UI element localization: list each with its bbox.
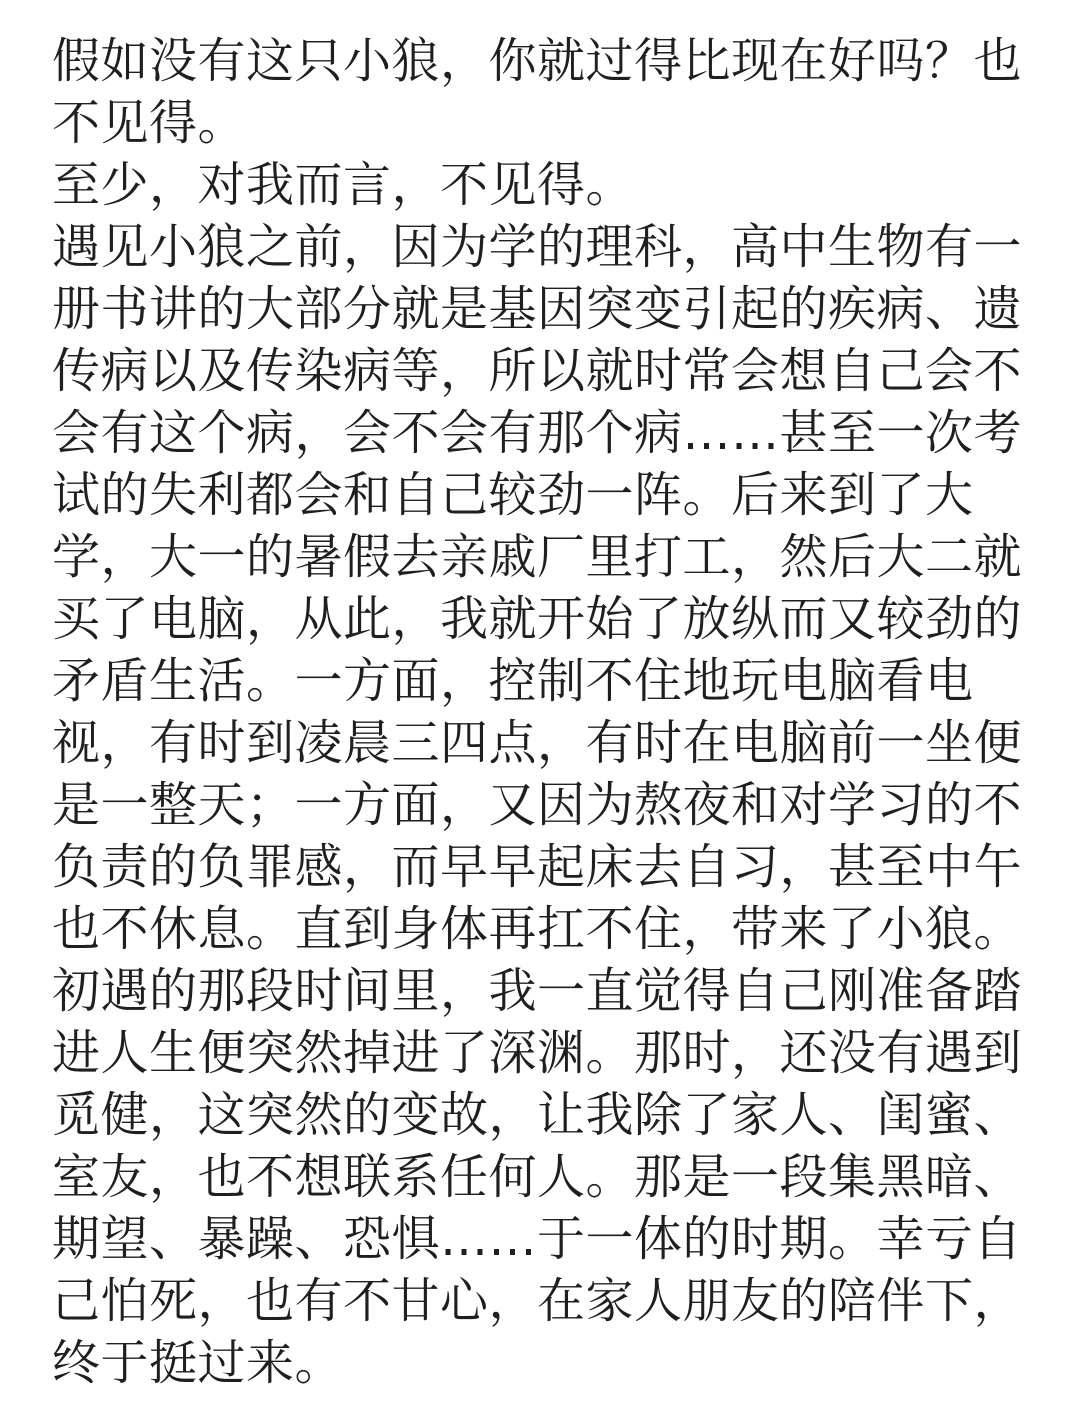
text-line: 至少，对我而言，不见得。: [52, 157, 635, 213]
text-line: 买了电脑，从此，我就开始了放纵而又较劲的: [52, 591, 1023, 647]
text-line: 是一整天；一方面，又因为熬夜和对学习的不: [52, 777, 1023, 833]
text-line: 室友，也不想联系任何人。那是一段集黑暗、: [52, 1149, 1023, 1205]
text-line: 假如没有这只小狼，你就过得比现在好吗？也: [52, 33, 1023, 89]
text-line: 会有这个病，会不会有那个病……甚至一次考: [52, 405, 1023, 461]
article-body: [52, 0, 1023, 1394]
text-line: 己怕死，也有不甘心，在家人朋友的陪伴下，: [52, 1273, 1023, 1329]
text-line: 也不休息。直到身体再扛不住，带来了小狼。: [52, 901, 1023, 957]
text-line: 进人生便突然掉进了深渊。那时，还没有遇到: [52, 1025, 1023, 1081]
text-line: 不见得。: [52, 95, 247, 151]
text-line: 传病以及传染病等，所以就时常会想自己会不: [52, 343, 1023, 399]
text-line: 学，大一的暑假去亲戚厂里打工，然后大二就: [52, 529, 1023, 585]
text-line: 册书讲的大部分就是基因突变引起的疾病、遗: [52, 281, 1023, 337]
text-line: 负责的负罪感，而早早起床去自习，甚至中午: [52, 839, 1023, 895]
text-line: 觅健，这突然的变故，让我除了家人、闺蜜、: [52, 1087, 1023, 1143]
text-line: 终于挺过来。: [52, 1335, 344, 1391]
text-line: 期望、暴躁、恐惧……于一体的时期。幸亏自: [52, 1211, 1023, 1267]
text-line: 遇见小狼之前，因为学的理科，高中生物有一: [52, 219, 1023, 275]
text-line: 视，有时到凌晨三四点，有时在电脑前一坐便: [52, 715, 1023, 771]
text-line: 矛盾生活。一方面，控制不住地玩电脑看电: [52, 653, 974, 709]
text-line: 试的失利都会和自己较劲一阵。后来到了大: [52, 467, 974, 523]
text-line: 初遇的那段时间里，我一直觉得自己刚准备踏: [52, 963, 1023, 1019]
